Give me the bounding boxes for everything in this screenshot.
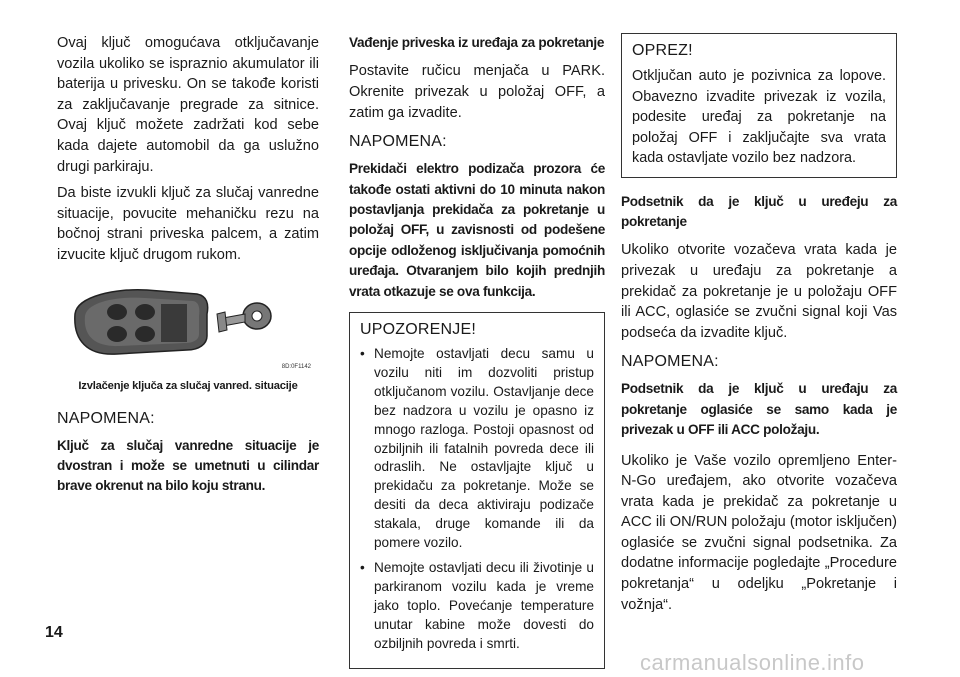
watermark: carmanualsonline.info bbox=[640, 650, 865, 675]
caution-title: OPREZ! bbox=[632, 42, 693, 59]
note-text: Podsetnik da je ključ u uređaju za pokretanje oglasiće se samo kada je privezak u OFF ili ACC položaju. bbox=[621, 381, 897, 438]
section-heading: Vađenje priveska iz uređaja za pokretanje bbox=[349, 35, 605, 50]
note-heading: NAPOMENA: bbox=[349, 133, 447, 151]
intro-paragraph: Ovaj ključ omogućava otključavanje vozila ukoliko se ispraznio akumulator ili baterija u privesku. On se takođe koristi za zaključavanje pregrade za sitnice. Ovaj ključ možete zadržati kod sebe kada dajete automobil da ga uslužno drugi parkiraju. bbox=[57, 35, 319, 175]
note-heading: NAPOMENA: bbox=[57, 409, 155, 427]
warning-title: UPOZORENJE! bbox=[360, 321, 476, 339]
reminder-paragraph: Ukoliko otvorite vozačeva vrata kada je privezak u uređaju za pokretanje a prekidač za pokretanje je u položaju OFF ili ACC, oglasiće se zvučni signal koji Vas podseća da izvadite ključ. bbox=[621, 242, 897, 341]
caution-text: Otključan auto je pozivnica za lopove. Obavezno izvadite privezak iz vozila, podesite uređaj za pokretanje na položaj OFF i zaključajte sva vrata kada ostavljate vozilo bez nadzora. bbox=[632, 68, 886, 166]
warning-list bbox=[360, 345, 594, 654]
key-fob-figure bbox=[57, 274, 319, 374]
enter-n-go-paragraph: Ukoliko je Vaše vozilo opremljeno Enter-N-Go uređajem, ako otvorite vozačeva vrata kada je prekidač za pokretanje u ACC ili ON/RUN položaju (motor isključen) oglasiće se zvučni signal podsetnika. Za dodatne informacije pogledajte „Procedure pokretanja“ u odeljku „Pokretanje i vožnja“. bbox=[621, 452, 897, 613]
park-paragraph: Postavite ručicu menjača u PARK. Okrenite privezak u položaj OFF, a zatim ga izvadite. bbox=[349, 63, 605, 121]
extract-key-paragraph: Da biste izvukli ključ za slučaj vanredne situacije, povucite mehaničku rezu na bočnoj strani priveska palcem, a zatim izvucite ključ drugom rukom. bbox=[57, 185, 319, 263]
note-text: Ključ za slučaj vanredne situacije je dvostran i može se umetnuti u cilindar brave okrenut na bilo koju stranu. bbox=[57, 437, 319, 494]
note-text: Prekidači elektro podizača prozora će takođe ostati aktivni do 10 minuta nakon postavljanja prekidača za pokretanje u položaj OFF, u zavisnosti od podešene opcije odloženog isključivanja pomoćnih uređaja. Otvaranjem bilo kojih prednjih vrata otkazuje se ova funkcija. bbox=[349, 161, 605, 299]
figure-caption: Izvlačenje ključa za slučaj vanred. situacije bbox=[78, 379, 298, 392]
left-column bbox=[57, 33, 319, 503]
warning-item: • Nemojte ostavljati decu samu u vozilu niti im dozvoliti pristup otključanom vozilu. Ostavljanje dece bez nadzora u vozilu je opasno iz mnogo razloga. Postoji opasnost od ozbiljnih ili fatalnih povreda dece ili odraslih. Ne ostavljajte ključ u prekidaču za pokretanje. Može se desiti da deca aktiviraju podizače stakala, druge komande ili da pomere vozilo. bbox=[360, 345, 594, 553]
section-heading: Podsetnik da je ključ u uređeju za pokretanje bbox=[621, 193, 897, 229]
figure-code: 8D:0F1142 bbox=[281, 363, 311, 370]
middle-column bbox=[349, 33, 605, 669]
page-number: 14 bbox=[45, 624, 63, 641]
warning-item: • Nemojte ostavljati decu ili životinje u parkiranom vozilu kada je vreme jako toplo. Povećanje temperature unutar kabine može dovesti do ozbiljnih povreda i smrti. bbox=[360, 559, 594, 654]
key-fob-illustration bbox=[57, 274, 319, 374]
right-column bbox=[621, 33, 897, 621]
note-heading: NAPOMENA: bbox=[621, 353, 719, 371]
warning-box bbox=[349, 312, 605, 669]
caution-box bbox=[621, 33, 897, 178]
